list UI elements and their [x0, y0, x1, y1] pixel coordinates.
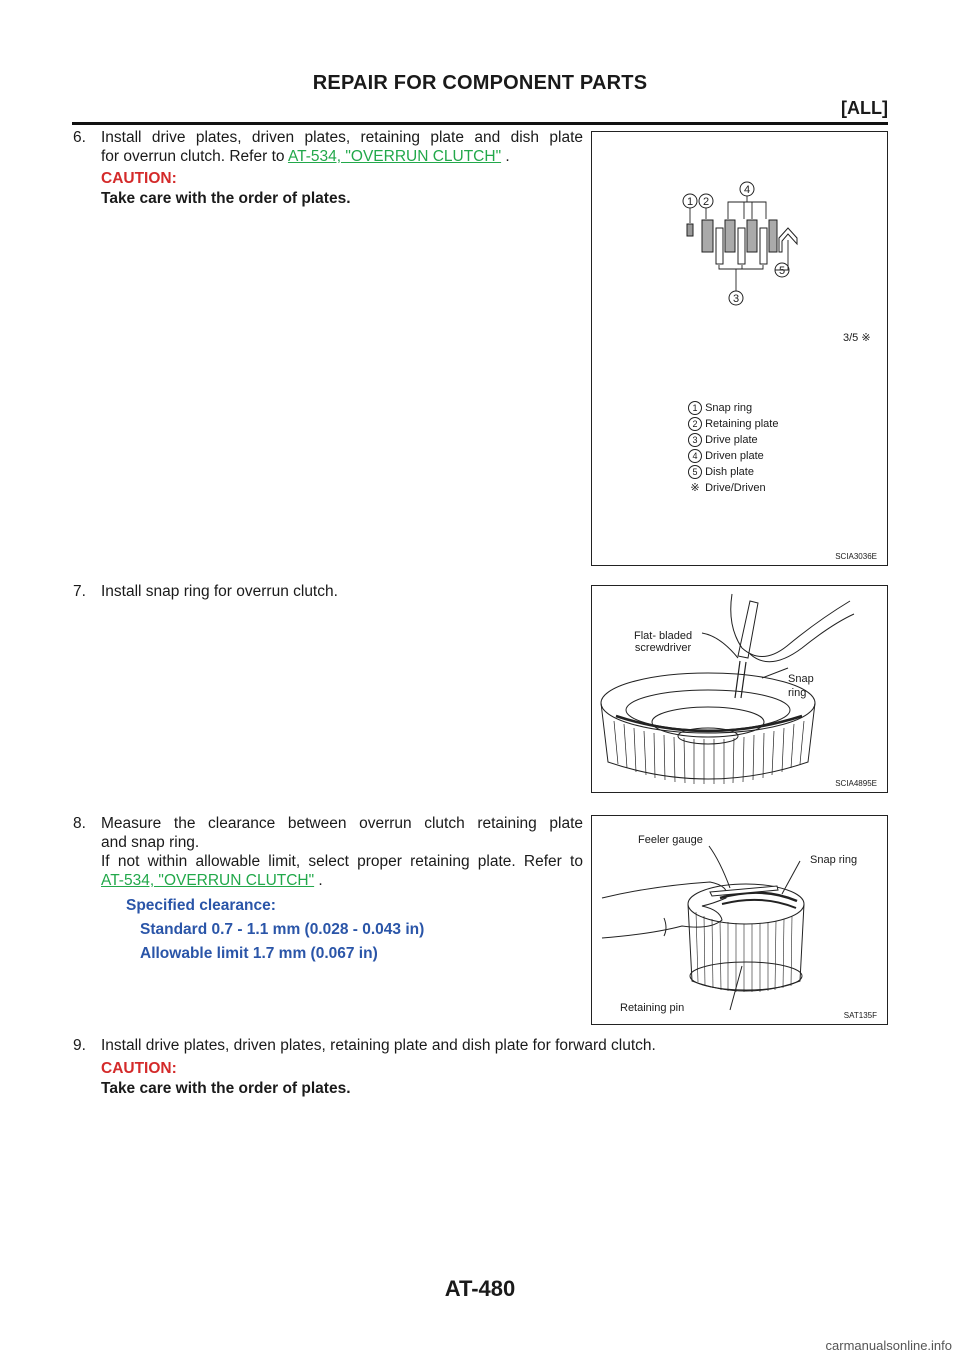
- legend-item: 5 Dish plate: [688, 464, 778, 480]
- step-text-line: If not within allowable limit, select proper retaining plate. Refer to: [101, 853, 583, 870]
- svg-text:3: 3: [732, 293, 740, 305]
- step-text-line: for overrun clutch. Refer to AT-534, "OVERRUN CLUTCH" .: [101, 148, 510, 165]
- feeler-gauge-illustration: [592, 816, 887, 1024]
- step-number: 9.: [73, 1037, 86, 1054]
- label-feeler-gauge: Feeler gauge: [638, 834, 703, 846]
- step-text-line: Install snap ring for overrun clutch.: [101, 583, 338, 600]
- label-screwdriver: Flat- bladed screwdriver: [634, 630, 693, 654]
- step-number: 8.: [73, 815, 86, 832]
- page-section-tag: [ALL]: [841, 98, 888, 118]
- callout-2: [699, 194, 713, 208]
- svg-text:2: 2: [702, 196, 710, 208]
- spec-heading: Specified clearance:: [126, 897, 276, 914]
- spec-allowable-limit: Allowable limit 1.7 mm (0.067 in): [140, 945, 378, 962]
- legend-item: 2 Retaining plate: [688, 416, 778, 432]
- legend-item: 1 Snap ring: [688, 400, 778, 416]
- callout-4: [740, 182, 754, 196]
- legend-item: 4 Driven plate: [688, 448, 778, 464]
- header-rule: [72, 122, 888, 125]
- caution-text: Take care with the order of plates.: [101, 1080, 351, 1097]
- figure-snap-ring-install: [591, 585, 888, 793]
- plate-stack: [687, 220, 797, 264]
- caution-text: Take care with the order of plates.: [101, 190, 351, 207]
- figure-code: SCIA4895E: [835, 779, 877, 788]
- page-number: AT-480: [444, 1276, 516, 1301]
- figure-plate-order: [591, 131, 888, 566]
- callout-1: [683, 194, 697, 208]
- figure-legend: [688, 400, 778, 496]
- step-number: 7.: [73, 583, 86, 600]
- spec-standard: Standard 0.7 - 1.1 mm (0.028 - 0.043 in): [140, 921, 425, 938]
- watermark: carmanualsonline.info: [825, 1338, 952, 1353]
- figure-clearance-measure: [591, 815, 888, 1025]
- step-text-line: Install drive plates, driven plates, retaining plate and dish plate: [101, 129, 583, 146]
- ref-link-overrun-clutch[interactable]: AT-534, "OVERRUN CLUTCH": [287, 148, 502, 165]
- label-snap-ring: Snap ring: [788, 673, 814, 699]
- step-7: [73, 582, 583, 602]
- label-retaining-pin: Retaining pin: [620, 1002, 685, 1014]
- svg-text:4: 4: [743, 184, 751, 196]
- figure-code: SCIA3036E: [835, 552, 877, 561]
- figure-code: SAT135F: [843, 1011, 877, 1020]
- legend-item: ※ Drive/Driven: [690, 482, 766, 494]
- snap-ring-illustration: [592, 586, 887, 792]
- label-snap-ring: Snap ring: [810, 854, 858, 866]
- caution-heading: CAUTION:: [101, 1060, 177, 1077]
- caution-heading: CAUTION:: [101, 170, 177, 187]
- svg-text:5: 5: [778, 265, 786, 277]
- plate-order-diagram: [592, 132, 887, 565]
- step-text-line: and snap ring.: [101, 834, 200, 851]
- step-9: [73, 1036, 873, 1056]
- ref-link-overrun-clutch[interactable]: AT-534, "OVERRUN CLUTCH": [101, 872, 315, 889]
- step-number: 6.: [73, 129, 86, 146]
- step-text-line: AT-534, "OVERRUN CLUTCH" .: [101, 872, 323, 889]
- plate-ratio: 3/5 ※: [843, 332, 871, 344]
- step-text-line: Measure the clearance between overrun clutch retaining plate: [101, 815, 583, 832]
- callout-3: [729, 291, 743, 305]
- page-title: REPAIR FOR COMPONENT PARTS: [312, 72, 648, 94]
- step-text-line: Install drive plates, driven plates, retaining plate and dish plate for forward clutch.: [101, 1037, 656, 1054]
- legend-item: 3 Drive plate: [688, 432, 778, 448]
- step-8: [73, 814, 583, 894]
- svg-text:1: 1: [686, 196, 694, 208]
